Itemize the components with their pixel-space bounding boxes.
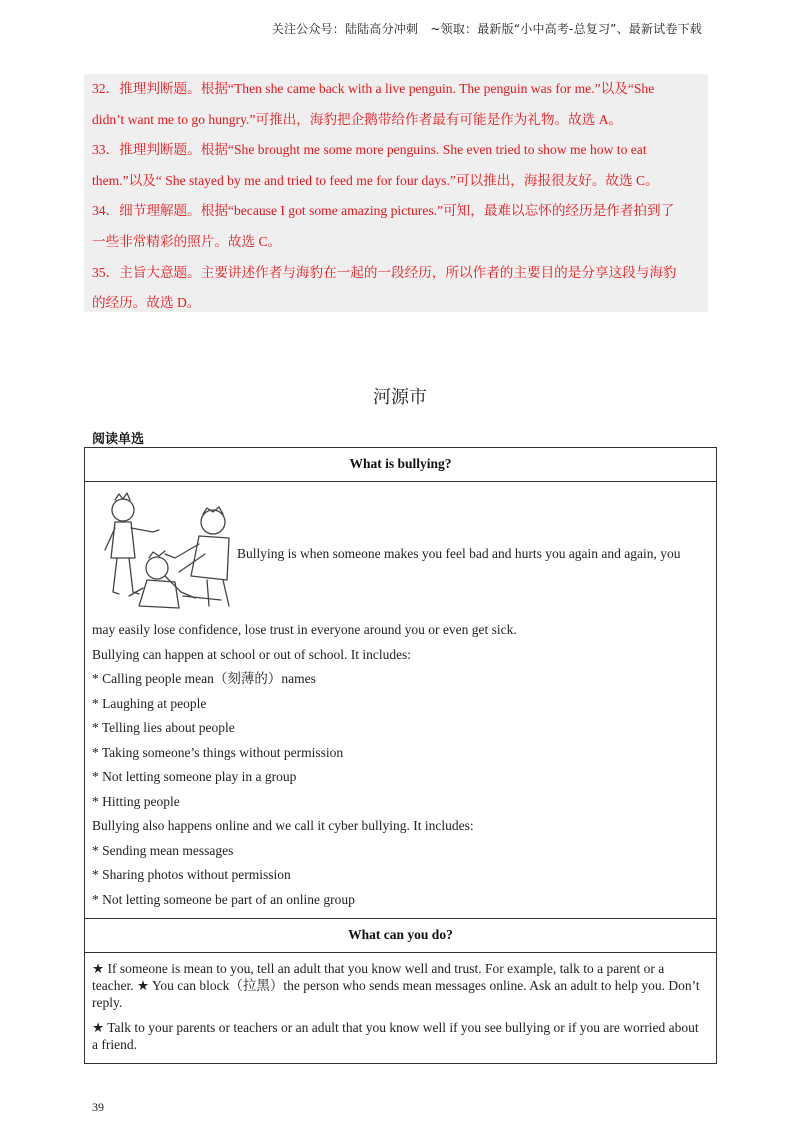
answer-line: 33．推理判断题。根据“She brought me some more penguins. She even tried to show me how to eat bbox=[92, 142, 647, 158]
bullying-illustration bbox=[95, 488, 237, 612]
passage-title-what-is-bullying: What is bullying? bbox=[349, 456, 452, 471]
passage-line: * Calling people mean（刻薄的）names bbox=[92, 671, 316, 686]
answer-line: them.”以及“ She stayed by me and tried to feed me for four days.”可以推出，海报很友好。故选 C。 bbox=[92, 172, 659, 188]
section-label: 阅读单选 bbox=[92, 432, 145, 447]
passage-line: Bullying can happen at school or out of school. It includes: bbox=[92, 646, 412, 662]
answer-line: 35．主旨大意题。主要讲述作者与海豹在一起的一段经历，所以作者的主要目的是分享这段与海豹 bbox=[92, 264, 677, 280]
passage-line: * Laughing at people bbox=[92, 695, 207, 711]
divider bbox=[85, 952, 716, 953]
tip-paragraph: ★ Talk to your parents or teachers or an adult that you know well if you see bullying or if you are worried about a friend. bbox=[92, 1020, 699, 1052]
passage-line: Bullying also happens online and we call it cyber bullying. It includes: bbox=[92, 818, 474, 833]
passage-line: * Telling lies about people bbox=[92, 720, 235, 735]
answer-line: 一些非常精彩的照片。故选 C。 bbox=[92, 233, 282, 249]
reading-passage-box bbox=[84, 447, 717, 1064]
passage-line: * Not letting someone be part of an online group bbox=[92, 891, 355, 907]
answer-line: 34．细节理解题。根据“because I got some amazing pictures.”可知，最难以忘怀的经历是作者拍到了 bbox=[92, 203, 675, 219]
passage-title-what-can-you-do: What can you do? bbox=[348, 927, 453, 942]
divider bbox=[85, 481, 716, 482]
city-heading: 河源市 bbox=[373, 387, 427, 408]
page-number: 39 bbox=[92, 1100, 104, 1114]
page-header: 关注公众号：陆陆高分冲刺 ~领取：最新版“小中高考-总复习”、最新试卷下载 bbox=[271, 22, 702, 36]
passage-line: * Not letting someone play in a group bbox=[92, 769, 297, 784]
passage-line: may easily lose confidence, lose trust in everyone around you or even get sick. bbox=[92, 622, 517, 637]
answer-explanations bbox=[84, 74, 708, 312]
passage-body bbox=[92, 618, 712, 912]
passage-line: * Sending mean messages bbox=[92, 842, 234, 858]
answer-line: 的经历。故选 D。 bbox=[92, 295, 201, 311]
passage-line: * Hitting people bbox=[92, 793, 180, 809]
answer-line: didn’t want me to go hungry.”可推出，海豹把企鹅带给作者最有可能是作为礼物。故选 A。 bbox=[92, 111, 623, 127]
advice-tips bbox=[92, 960, 704, 1061]
tip-paragraph: ★ If someone is mean to you, tell an adult that you know well and trust. For example, talk to a parent or a teacher. ★ You can block（拉黑）the person who sends mean messages online. Ask an adult to help you. Don’t reply. bbox=[92, 961, 700, 1010]
answer-line: 32．推理判断题。根据“Then she came back with a live penguin. The penguin was for me.”以及“She bbox=[92, 81, 655, 96]
divider bbox=[85, 918, 716, 919]
passage-line: * Taking someone’s things without permission bbox=[92, 744, 344, 760]
passage-intro-text: Bullying is when someone makes you feel bad and hurts you again and again, you bbox=[237, 546, 681, 561]
passage-line: * Sharing photos without permission bbox=[92, 867, 291, 882]
